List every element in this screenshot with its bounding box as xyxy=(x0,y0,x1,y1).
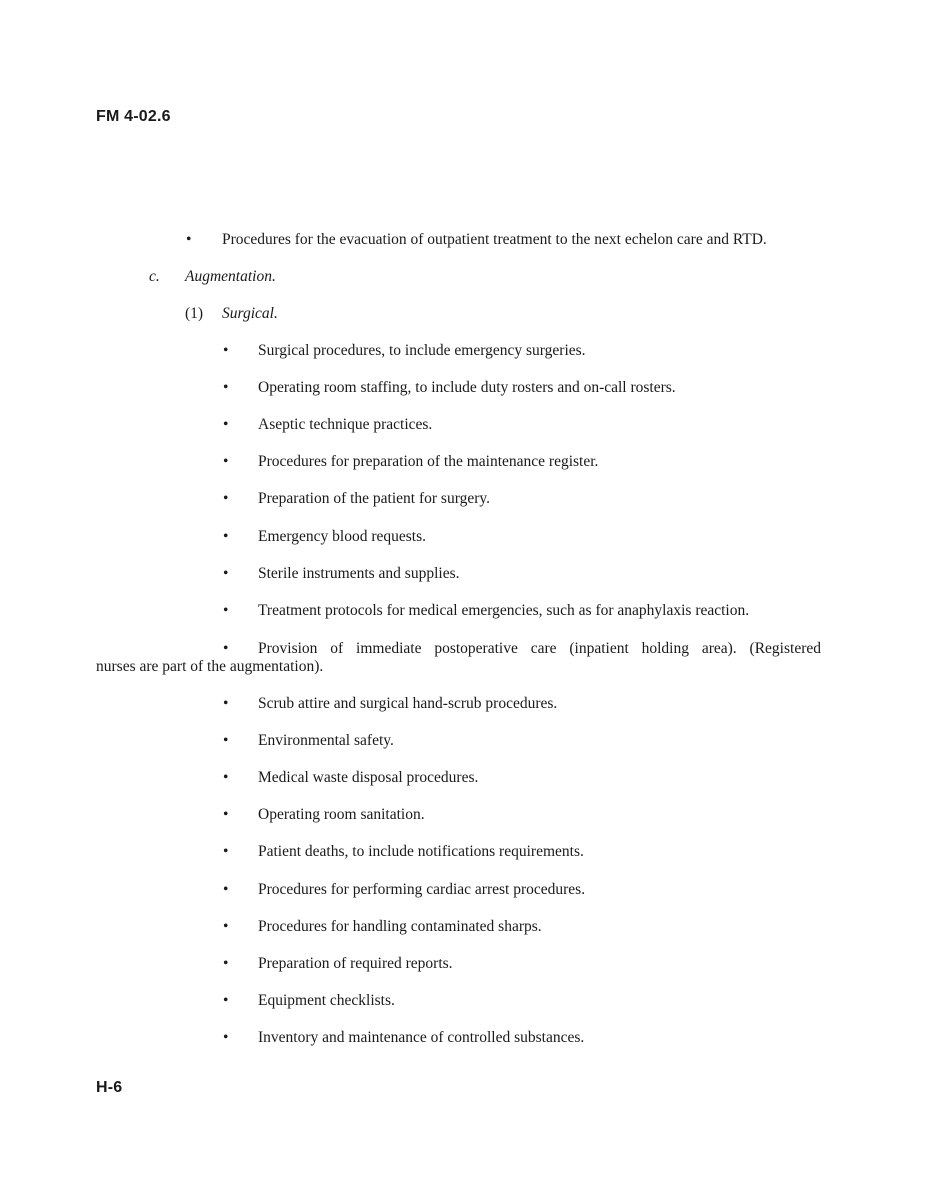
bullet-icon: • xyxy=(223,806,229,823)
list-item: Preparation of the patient for surgery. xyxy=(258,490,490,507)
list-item: Patient deaths, to include notifications requirements. xyxy=(258,843,584,860)
document-id-header: FM 4-02.6 xyxy=(96,108,171,125)
list-item: Aseptic technique practices. xyxy=(258,416,433,433)
list-item: Operating room sanitation. xyxy=(258,806,425,823)
bullet-icon: • xyxy=(223,769,229,786)
section-c-title: Augmentation. xyxy=(185,268,276,285)
bullet-icon: • xyxy=(223,490,229,507)
bullet-icon: • xyxy=(223,565,229,582)
bullet-icon: • xyxy=(186,231,192,248)
subsection-1-marker: (1) xyxy=(185,305,204,322)
subsection-1-title: Surgical. xyxy=(222,305,278,322)
list-item: Procedures for performing cardiac arrest procedures. xyxy=(258,881,586,898)
bullet-icon: • xyxy=(223,1029,229,1046)
list-item: Sterile instruments and supplies. xyxy=(258,565,460,582)
list-item: Emergency blood requests. xyxy=(258,528,427,545)
bullet-icon: • xyxy=(223,528,229,545)
list-item: Environmental safety. xyxy=(258,732,394,749)
bullet-icon: • xyxy=(223,602,229,619)
list-item: Surgical procedures, to include emergency surgeries. xyxy=(258,342,586,359)
bullet-icon: • xyxy=(223,843,229,860)
list-item: Treatment protocols for medical emergencies, such as for anaphylaxis reaction. xyxy=(258,602,750,619)
bullet-icon: • xyxy=(223,992,229,1009)
bullet-icon: • xyxy=(223,918,229,935)
wrapped-item-line-2: nurses are part of the augmentation). xyxy=(96,658,324,675)
list-item: Equipment checklists. xyxy=(258,992,395,1009)
top-bullet-text: Procedures for the evacuation of outpatient treatment to the next echelon care and RTD. xyxy=(222,231,767,248)
bullet-icon: • xyxy=(223,453,229,470)
list-item: Medical waste disposal procedures. xyxy=(258,769,479,786)
page-number-footer: H-6 xyxy=(96,1079,123,1096)
bullet-icon: • xyxy=(223,342,229,359)
bullet-icon: • xyxy=(223,881,229,898)
list-item: Procedures for handling contaminated sharps. xyxy=(258,918,542,935)
section-c-marker: c. xyxy=(149,268,160,285)
list-item: Operating room staffing, to include duty rosters and on-call rosters. xyxy=(258,379,676,396)
list-item: Inventory and maintenance of controlled substances. xyxy=(258,1029,585,1046)
list-item: Preparation of required reports. xyxy=(258,955,453,972)
bullet-icon: • xyxy=(223,732,229,749)
wrapped-item-line-1: Provision of immediate postoperative care (inpatient holding area). (Registered xyxy=(258,640,821,657)
list-item: Procedures for preparation of the maintenance register. xyxy=(258,453,599,470)
list-item: Scrub attire and surgical hand-scrub procedures. xyxy=(258,695,558,712)
bullet-icon: • xyxy=(223,416,229,433)
bullet-icon: • xyxy=(223,955,229,972)
bullet-icon: • xyxy=(223,695,229,712)
bullet-icon: • xyxy=(223,640,229,657)
bullet-icon: • xyxy=(223,379,229,396)
